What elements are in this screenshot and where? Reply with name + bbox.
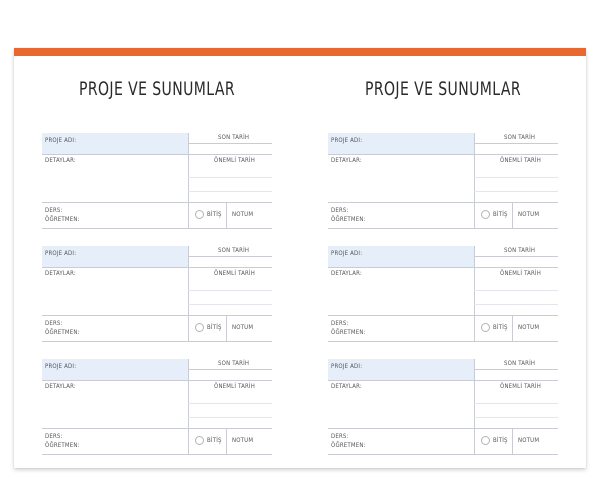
grade-label: NOTUM [518, 211, 540, 218]
row-divider [474, 202, 558, 203]
row-divider [328, 202, 474, 203]
page-title: PROJE VE SUNUMLAR [364, 78, 522, 100]
important-date-label: ÖNEMLİ TARİH [214, 270, 255, 277]
project-name-label: PROJE ADI: [45, 363, 77, 370]
details-label: DETAYLAR: [331, 270, 362, 277]
row-divider [188, 369, 272, 370]
teacher-label: ÖĞRETMEN: [45, 329, 80, 336]
row-divider [328, 315, 474, 316]
project-name-label: PROJE ADI: [45, 250, 77, 257]
teacher-label: ÖĞRETMEN: [45, 216, 80, 223]
completed-checkbox[interactable] [481, 210, 490, 219]
right-page [300, 56, 586, 468]
row-divider [328, 428, 474, 429]
course-label: DERS: [45, 320, 63, 327]
row-divider [188, 304, 272, 305]
row-divider [188, 202, 272, 203]
project-card [42, 133, 272, 229]
row-divider [474, 304, 558, 305]
row-divider [188, 256, 272, 257]
due-date-label: SON TARİH [504, 360, 536, 367]
grade-label: NOTUM [232, 211, 254, 218]
row-divider [188, 403, 272, 404]
project-name-label: PROJE ADI: [331, 137, 363, 144]
grade-label: NOTUM [518, 324, 540, 331]
card-bottom-border [42, 454, 272, 455]
details-label: DETAYLAR: [45, 383, 76, 390]
completed-label: BİTİŞ [207, 437, 222, 444]
row-divider [474, 369, 558, 370]
row-divider [474, 191, 558, 192]
course-label: DERS: [45, 433, 63, 440]
card-bottom-border [328, 454, 558, 455]
due-date-label: SON TARİH [504, 247, 536, 254]
important-date-label: ÖNEMLİ TARİH [500, 157, 541, 164]
row-divider [474, 267, 558, 268]
row-divider [474, 315, 558, 316]
details-label: DETAYLAR: [45, 270, 76, 277]
left-page [14, 56, 300, 468]
important-date-label: ÖNEMLİ TARİH [500, 383, 541, 390]
row-divider [474, 256, 558, 257]
grade-label: NOTUM [232, 324, 254, 331]
row-divider [474, 143, 558, 144]
row-divider [42, 428, 188, 429]
details-label: DETAYLAR: [45, 157, 76, 164]
row-divider [474, 380, 558, 381]
project-card [328, 133, 558, 229]
completed-checkbox[interactable] [195, 323, 204, 332]
cell-divider [226, 315, 227, 341]
cell-divider [226, 428, 227, 454]
project-card [328, 359, 558, 455]
column-divider [188, 246, 189, 342]
row-divider [188, 154, 272, 155]
teacher-label: ÖĞRETMEN: [331, 442, 366, 449]
cell-divider [226, 202, 227, 228]
teacher-label: ÖĞRETMEN: [331, 216, 366, 223]
card-bottom-border [42, 228, 272, 229]
row-divider [188, 191, 272, 192]
completed-checkbox[interactable] [481, 323, 490, 332]
details-label: DETAYLAR: [331, 157, 362, 164]
project-name-label: PROJE ADI: [331, 250, 363, 257]
column-divider [474, 359, 475, 455]
row-divider [474, 177, 558, 178]
details-label: DETAYLAR: [331, 383, 362, 390]
row-divider [188, 290, 272, 291]
row-divider [42, 315, 188, 316]
row-divider [188, 417, 272, 418]
teacher-label: ÖĞRETMEN: [45, 442, 80, 449]
column-divider [474, 133, 475, 229]
completed-checkbox[interactable] [195, 210, 204, 219]
grade-label: NOTUM [232, 437, 254, 444]
course-label: DERS: [331, 433, 349, 440]
important-date-label: ÖNEMLİ TARİH [500, 270, 541, 277]
row-divider [188, 143, 272, 144]
row-divider [188, 267, 272, 268]
completed-checkbox[interactable] [195, 436, 204, 445]
card-bottom-border [328, 341, 558, 342]
accent-bar [14, 48, 586, 56]
important-date-label: ÖNEMLİ TARİH [214, 157, 255, 164]
completed-label: BİTİŞ [493, 211, 508, 218]
due-date-label: SON TARİH [218, 247, 250, 254]
planner-spread [14, 48, 586, 468]
row-divider [188, 428, 272, 429]
row-divider [188, 177, 272, 178]
course-label: DERS: [331, 207, 349, 214]
row-divider [188, 380, 272, 381]
completed-label: BİTİŞ [207, 211, 222, 218]
column-divider [188, 359, 189, 455]
row-divider [188, 315, 272, 316]
row-divider [474, 428, 558, 429]
teacher-label: ÖĞRETMEN: [331, 329, 366, 336]
important-date-label: ÖNEMLİ TARİH [214, 383, 255, 390]
row-divider [474, 290, 558, 291]
due-date-label: SON TARİH [504, 134, 536, 141]
card-bottom-border [42, 341, 272, 342]
row-divider [474, 403, 558, 404]
project-name-label: PROJE ADI: [45, 137, 77, 144]
project-name-label: PROJE ADI: [331, 363, 363, 370]
column-divider [474, 246, 475, 342]
row-divider [474, 154, 558, 155]
card-bottom-border [328, 228, 558, 229]
completed-label: BİTİŞ [493, 324, 508, 331]
cell-divider [512, 428, 513, 454]
row-divider [42, 202, 188, 203]
page-title: PROJE VE SUNUMLAR [78, 78, 236, 100]
project-card [42, 359, 272, 455]
due-date-label: SON TARİH [218, 360, 250, 367]
cell-divider [512, 315, 513, 341]
completed-checkbox[interactable] [481, 436, 490, 445]
row-divider [474, 417, 558, 418]
due-date-label: SON TARİH [218, 134, 250, 141]
project-card [328, 246, 558, 342]
project-card [42, 246, 272, 342]
course-label: DERS: [45, 207, 63, 214]
grade-label: NOTUM [518, 437, 540, 444]
column-divider [188, 133, 189, 229]
course-label: DERS: [331, 320, 349, 327]
cell-divider [512, 202, 513, 228]
completed-label: BİTİŞ [207, 324, 222, 331]
completed-label: BİTİŞ [493, 437, 508, 444]
